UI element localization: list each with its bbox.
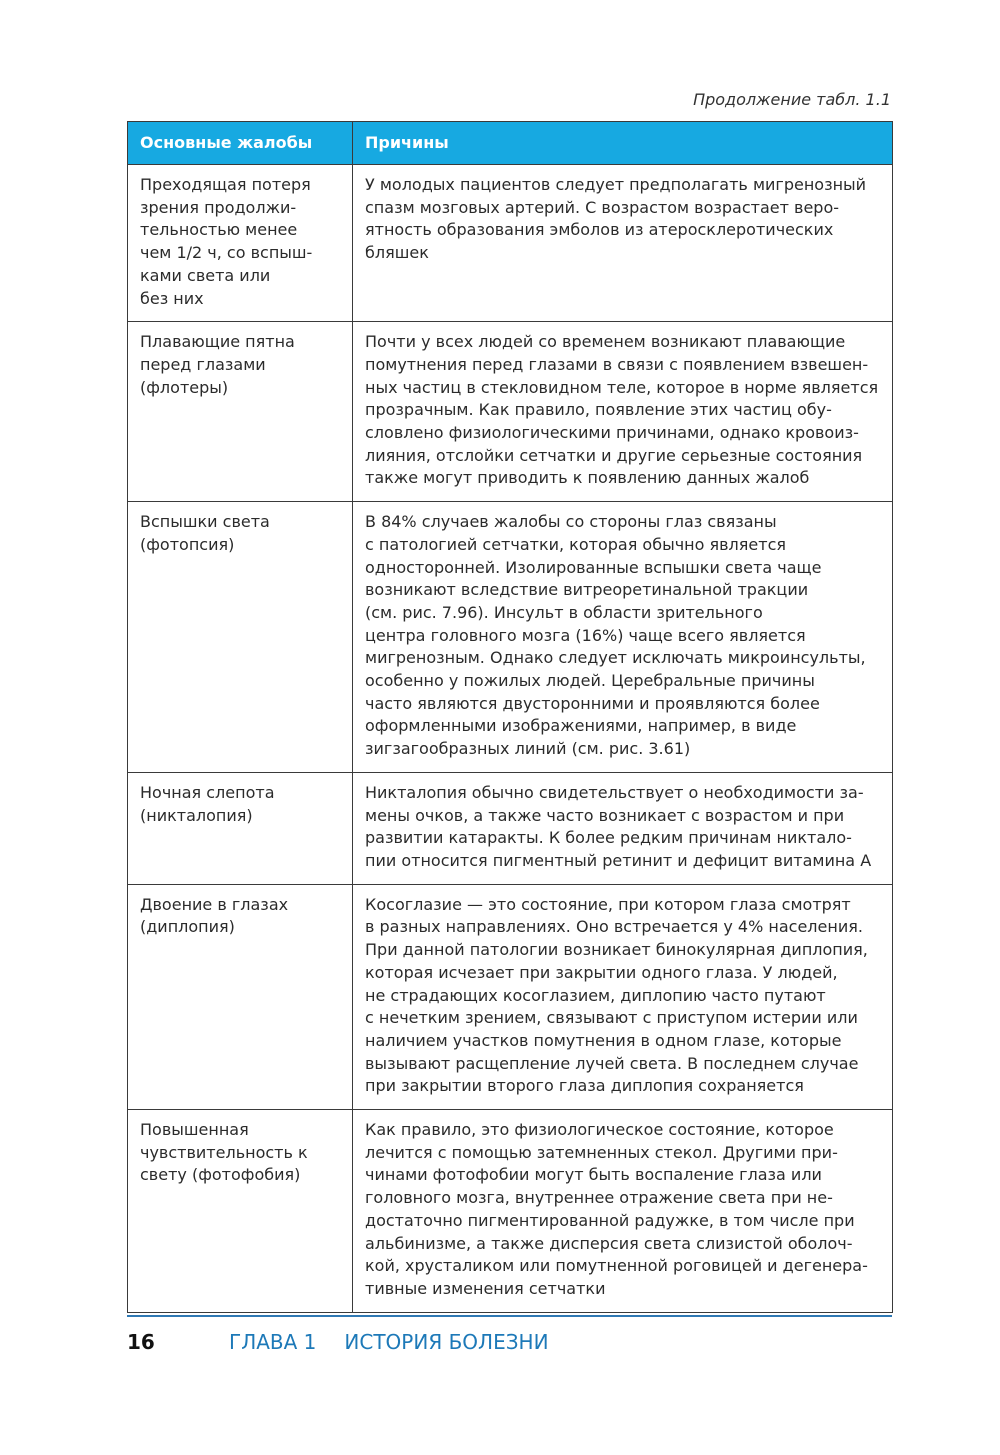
cause-cell: Почти у всех людей со временем возникают плавающие помутнения перед глазами в связи с появлением взвешен- ных частиц в стекловидном теле, которое в норме является прозрачным. Как правило, появление этих частиц обу- словлено физиологическими причинами, однако кровоиз- лияния, отслойки сетчатки и другие серьезные состояния также могут приводить к появлению данных жалоб bbox=[353, 322, 893, 502]
page-number: 16 bbox=[127, 1330, 155, 1354]
cause-cell: Косоглазие — это состояние, при котором глаза смотрят в разных направлениях. Оно встречается у 4% населения. При данной патологии возникает бинокулярная диплопия, которая исчезает при закрытии одного глаза. У людей, не страдающих косоглазием, диплопию часто путают с нечетким зрением, связывают с приступом истерии или наличием участков помутнения в одном глазе, которые вызывают расщепление лучей света. В последнем случае при закрытии второго глаза диплопия сохраняется bbox=[353, 884, 893, 1109]
complaint-cell: Ночная слепота (никталопия) bbox=[128, 772, 353, 884]
table-row bbox=[128, 1110, 893, 1313]
table-row bbox=[128, 502, 893, 773]
complaint-cell: Плавающие пятна перед глазами (флотеры) bbox=[128, 322, 353, 502]
chapter-label: ГЛАВА 1 bbox=[229, 1330, 317, 1354]
complaint-cell: Повышенная чувствительность к свету (фотофобия) bbox=[128, 1110, 353, 1313]
footer-divider bbox=[127, 1315, 892, 1317]
cause-cell: В 84% случаев жалобы со стороны глаз связаны с патологией сетчатки, которая обычно является односторонней. Изолированные вспышки света чаще возникают вследствие витреоретинальной тракции (см. рис. 7.96). Инсульт в области зрительного центра головного мозга (16%) чаще всего является мигренозным. Однако следует исключать микроинсульты, особенно у пожилых людей. Церебральные причины часто являются двусторонними и проявляются более оформленными изображениями, например, в виде зигзагообразных линий (см. рис. 3.61) bbox=[353, 502, 893, 773]
complaint-cell: Вспышки света (фотопсия) bbox=[128, 502, 353, 773]
cause-cell: Никталопия обычно свидетельствует о необходимости за- мены очков, а также часто возникает с возрастом и при развитии катаракты. К более редким причинам никтало- пии относится пигментный ретинит и дефицит витамина А bbox=[353, 772, 893, 884]
cause-cell: У молодых пациентов следует предполагать мигренозный спазм мозговых артерий. С возрастом возрастает веро- ятность образования эмболов из атеросклеротических бляшек bbox=[353, 165, 893, 322]
table-header-row bbox=[128, 122, 893, 165]
complaint-cell: Двоение в глазах (диплопия) bbox=[128, 884, 353, 1109]
table-row bbox=[128, 322, 893, 502]
header-complaints: Основные жалобы bbox=[128, 122, 353, 165]
cause-cell: Как правило, это физиологическое состояние, которое лечится с помощью затемненных стекол. Другими при- чинами фотофобии могут быть воспаление глаза или головного мозга, внутреннее отражение света при не- достаточно пигментированной радужке, в том числе при альбинизме, а также дисперсия света слизистой оболоч- кой, хрусталиком или помутненной роговицей и дегенера- тивные изменения сетчатки bbox=[353, 1110, 893, 1313]
complaint-cell: Преходящая потеря зрения продолжи- тельностью менее чем 1/2 ч, со вспыш- ками света или без них bbox=[128, 165, 353, 322]
page-footer bbox=[127, 1330, 549, 1354]
chapter-title: ИСТОРИЯ БОЛЕЗНИ bbox=[344, 1330, 549, 1354]
table-row bbox=[128, 884, 893, 1109]
table-row bbox=[128, 772, 893, 884]
header-causes: Причины bbox=[353, 122, 893, 165]
table-continuation-caption: Продолжение табл. 1.1 bbox=[693, 90, 891, 109]
complaints-table bbox=[127, 121, 893, 1313]
table-row bbox=[128, 165, 893, 322]
